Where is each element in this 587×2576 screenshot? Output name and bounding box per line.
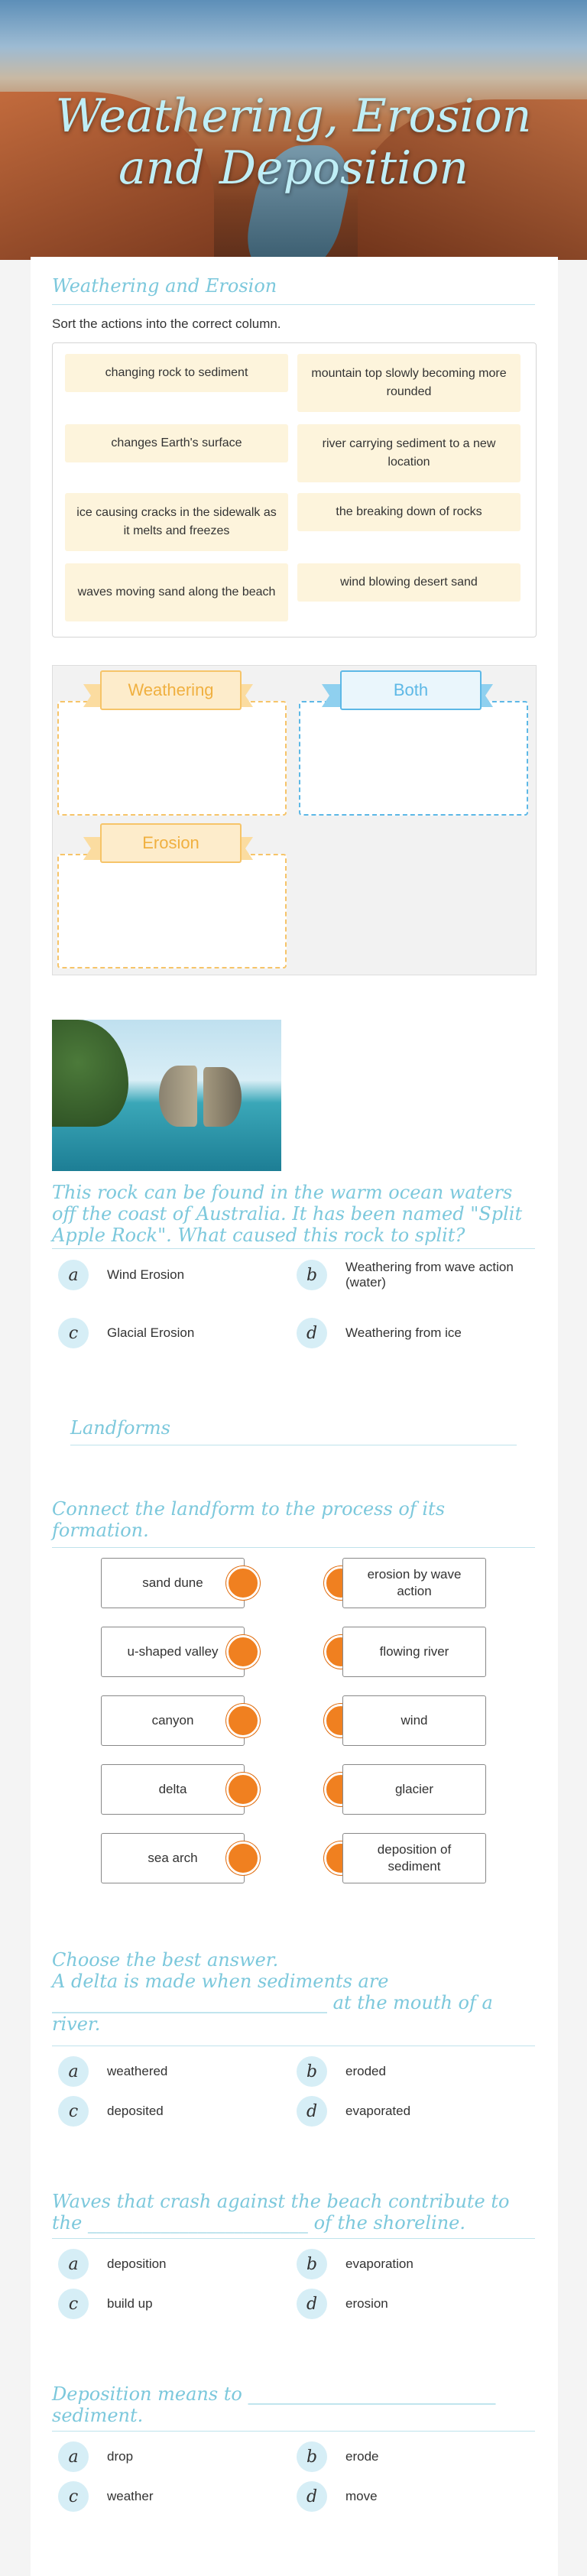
option-label: weather xyxy=(107,2489,154,2503)
option-label: Wind Erosion xyxy=(107,1267,185,1282)
sort-item[interactable]: waves moving sand along the beach xyxy=(65,563,288,621)
sort-item[interactable]: river carrying sediment to a new location xyxy=(297,424,521,482)
bin-weathering-label: Weathering xyxy=(100,670,242,710)
match-left-item[interactable]: canyon xyxy=(101,1695,245,1746)
option-letter: b xyxy=(297,2056,327,2087)
sort-item[interactable]: changes Earth's surface xyxy=(65,424,288,462)
answer-option[interactable] xyxy=(58,2249,280,2279)
answer-option[interactable] xyxy=(58,2056,280,2087)
option-letter: c xyxy=(58,1318,89,1348)
answer-option[interactable] xyxy=(297,2481,518,2512)
option-label: Glacial Erosion xyxy=(107,1325,195,1340)
option-letter: c xyxy=(58,2096,89,2127)
answer-option[interactable] xyxy=(297,2249,518,2279)
option-label: Weathering from wave action (water) xyxy=(345,1260,514,1290)
island-foliage xyxy=(52,1020,128,1127)
match-connector-dot[interactable] xyxy=(226,1773,260,1806)
sort-items-box xyxy=(52,342,537,638)
match-connector-dot[interactable] xyxy=(226,1566,260,1600)
option-label: eroded xyxy=(345,2064,386,2078)
worksheet-card xyxy=(31,257,558,2576)
question-connect-landform: Connect the landform to the process of its formation. xyxy=(52,1498,446,1541)
answer-option[interactable] xyxy=(297,2441,518,2472)
answer-option[interactable] xyxy=(58,2289,280,2319)
match-right-item[interactable]: glacier xyxy=(342,1764,486,1815)
option-letter: a xyxy=(58,2249,89,2279)
sort-item[interactable]: wind blowing desert sand xyxy=(297,563,521,602)
option-label: erosion xyxy=(345,2296,388,2311)
sort-instruction: Sort the actions into the correct column. xyxy=(52,316,281,331)
match-right-item[interactable]: flowing river xyxy=(342,1627,486,1677)
divider xyxy=(52,1248,535,1249)
question-delta xyxy=(52,1949,541,2035)
sort-item[interactable]: changing rock to sediment xyxy=(65,354,288,392)
answer-option[interactable] xyxy=(58,2481,280,2512)
split-apple-rock-image xyxy=(52,1020,281,1171)
option-letter: a xyxy=(58,2056,89,2087)
title-line-2: and Deposition xyxy=(118,141,469,195)
option-label: move xyxy=(345,2489,378,2503)
answer-option[interactable] xyxy=(297,1260,518,1290)
sort-item[interactable]: mountain top slowly becoming more rounded xyxy=(297,354,521,412)
answer-option[interactable] xyxy=(58,2096,280,2127)
match-right-item[interactable]: deposition of sediment xyxy=(342,1833,486,1883)
divider xyxy=(52,304,535,305)
bin-erosion-dropzone[interactable] xyxy=(57,854,287,968)
match-left-item[interactable]: sand dune xyxy=(101,1558,245,1608)
option-label: drop xyxy=(107,2449,134,2464)
sort-item[interactable]: the breaking down of rocks xyxy=(297,493,521,531)
option-letter: b xyxy=(297,2441,327,2472)
question-delta-line2: A delta is made when sediments are ______________________________ at the mouth of a river. xyxy=(52,1971,493,2035)
option-letter: a xyxy=(58,1260,89,1290)
option-letter: b xyxy=(297,1260,327,1290)
question-deposition: Deposition means to ___________________________ sediment. xyxy=(52,2383,496,2426)
match-connector-dot[interactable] xyxy=(226,1635,260,1669)
option-label: deposited xyxy=(107,2104,164,2118)
sort-bins-area xyxy=(52,665,537,975)
section-title-landforms: Landforms xyxy=(70,1417,170,1439)
answer-option[interactable] xyxy=(297,1318,518,1348)
option-label: Weathering from ice xyxy=(345,1325,462,1340)
match-left-item[interactable]: sea arch xyxy=(101,1833,245,1883)
match-right-item[interactable]: wind xyxy=(342,1695,486,1746)
option-letter: d xyxy=(297,1318,327,1348)
answer-option[interactable] xyxy=(297,2289,518,2319)
option-label: build up xyxy=(107,2296,153,2311)
question-waves: Waves that crash against the beach contribute to the ________________________ of the shoreline. xyxy=(52,2191,510,2234)
header-banner xyxy=(0,0,587,260)
option-letter: a xyxy=(58,2441,89,2472)
option-label: deposition xyxy=(107,2256,167,2271)
question-delta-line1: Choose the best answer. xyxy=(52,1949,279,1971)
option-label: weathered xyxy=(107,2064,168,2078)
sort-item[interactable]: ice causing cracks in the sidewalk as it melts and freezes xyxy=(65,493,288,551)
rock-half-left xyxy=(159,1066,197,1127)
question-split-apple-rock: This rock can be found in the warm ocean waters off the coast of Australia. It has been named "Split Apple Rock". What caused this rock to split? xyxy=(52,1182,523,1246)
rock-half-right xyxy=(203,1067,242,1127)
page-title xyxy=(0,90,587,194)
option-letter: d xyxy=(297,2481,327,2512)
divider xyxy=(52,2431,535,2432)
match-left-item[interactable]: u-shaped valley xyxy=(101,1627,245,1677)
bin-both-label: Both xyxy=(340,670,482,710)
option-letter: d xyxy=(297,2096,327,2127)
bin-erosion-label: Erosion xyxy=(100,823,242,863)
match-connector-dot[interactable] xyxy=(226,1841,260,1875)
option-letter: c xyxy=(58,2481,89,2512)
answer-option[interactable] xyxy=(58,2441,280,2472)
answer-option[interactable] xyxy=(297,2096,518,2127)
answer-option[interactable] xyxy=(58,1318,280,1348)
divider xyxy=(52,2238,535,2239)
match-left-item[interactable]: delta xyxy=(101,1764,245,1815)
option-label: evaporation xyxy=(345,2256,413,2271)
bin-weathering-dropzone[interactable] xyxy=(57,701,287,816)
match-connector-dot[interactable] xyxy=(226,1704,260,1737)
bin-both-dropzone[interactable] xyxy=(299,701,528,816)
option-label: evaporated xyxy=(345,2104,411,2118)
section-title-weathering-erosion: Weathering and Erosion xyxy=(52,275,277,297)
answer-option[interactable] xyxy=(58,1260,280,1290)
answer-option[interactable] xyxy=(297,2056,518,2087)
option-label: erode xyxy=(345,2449,379,2464)
divider xyxy=(52,1547,535,1548)
option-letter: b xyxy=(297,2249,327,2279)
option-letter: c xyxy=(58,2289,89,2319)
match-right-item[interactable]: erosion by wave action xyxy=(342,1558,486,1608)
option-letter: d xyxy=(297,2289,327,2319)
title-line-1: Weathering, Erosion xyxy=(55,89,532,143)
